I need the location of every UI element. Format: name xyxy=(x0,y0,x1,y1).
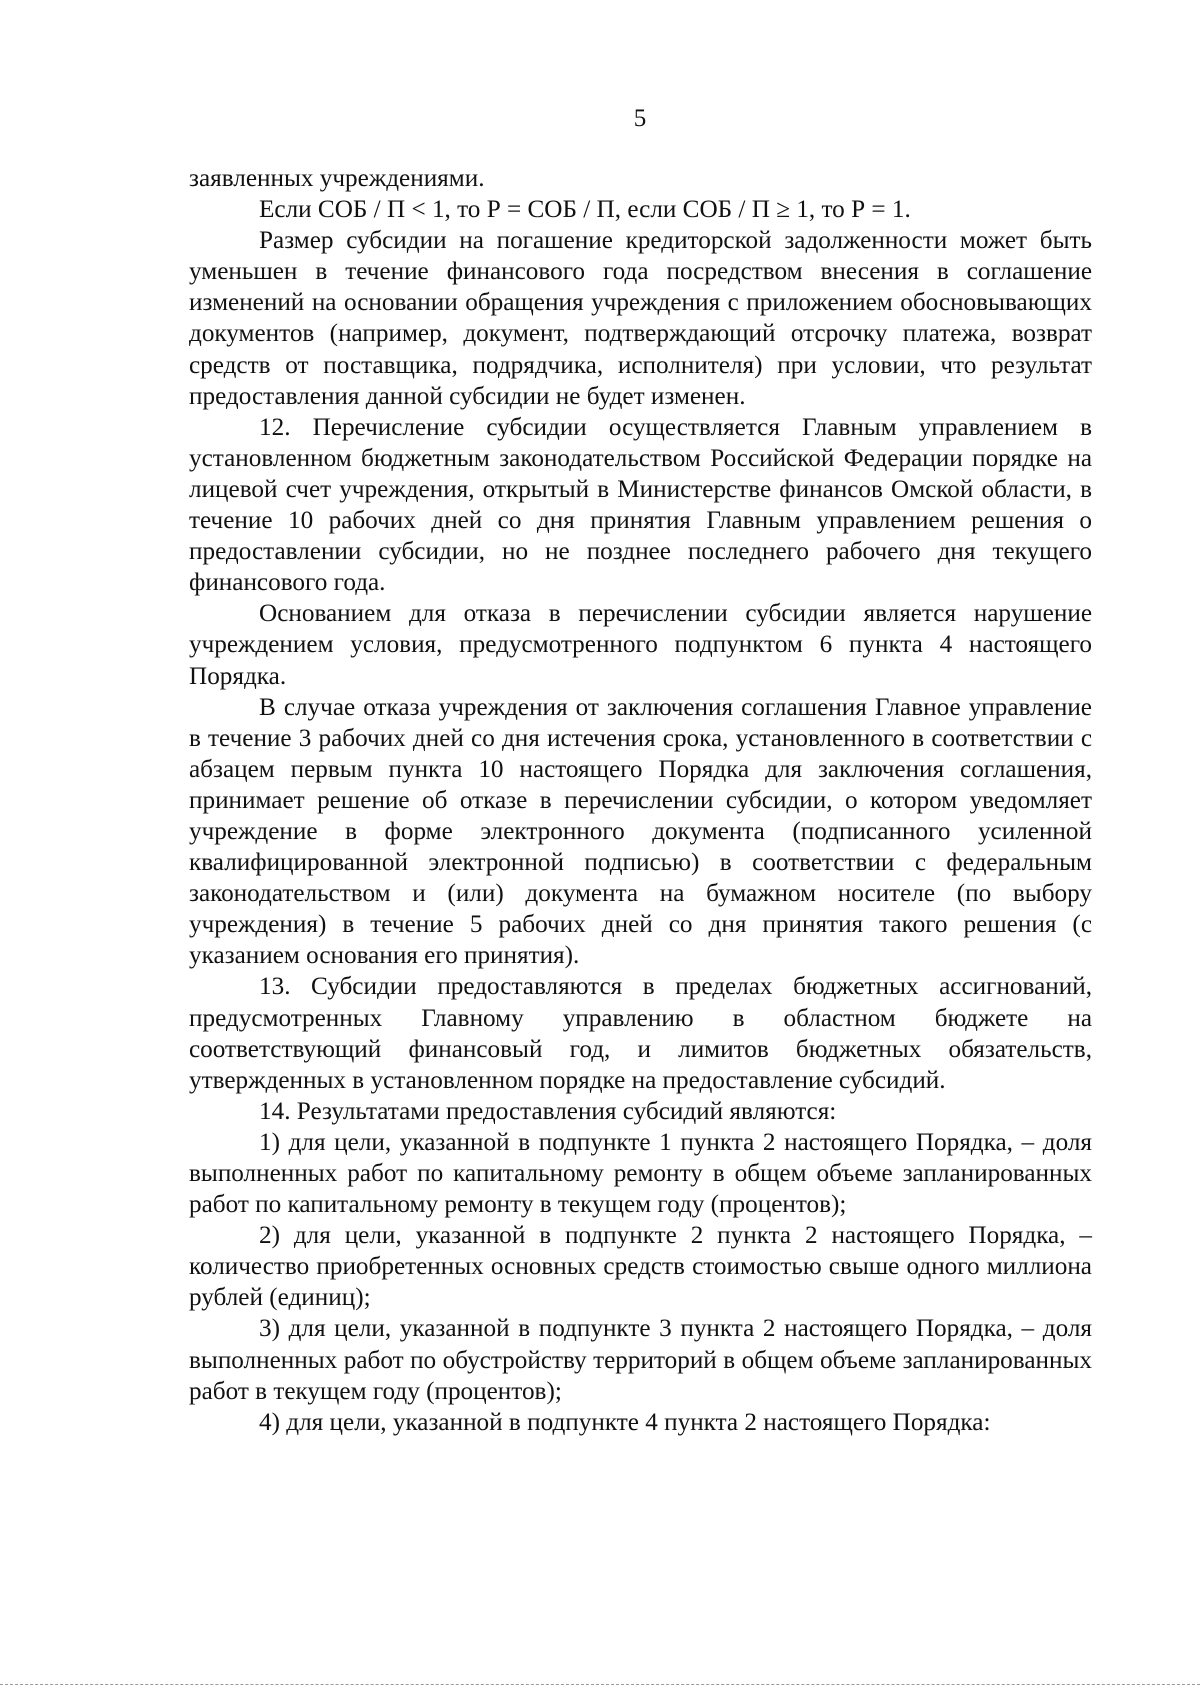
paragraph-clause-13: 13. Субсидии предоставляются в пределах бюджетных ассигнований, предусмотренных Главному управлению в областном бюджете на соответствующий финансовый год, и лимитов бюджетных обязательств, утвержденных в установленном порядке на предоставление субсидий. xyxy=(189,973,1092,1094)
page-number: 5 xyxy=(633,105,647,132)
scan-edge-rule xyxy=(0,1684,1200,1685)
list-item-result-1: 1) для цели, указанной в подпункте 1 пункта 2 настоящего Порядка, – доля выполненных работ по капитальному ремонту в общем объеме запланированных работ по капитальному ремонту в текущем году (процентов); xyxy=(189,1128,1092,1219)
document-body xyxy=(189,163,1092,1438)
paragraph-debt-subsidy: Размер субсидии на погашение кредиторской задолженности может быть уменьшен в течение финансового года посредством внесения в соглашение изменений на основании обращения учреждения с приложением обосновывающих документов (например, документ, подтверждающий отсрочку платежа, возврат средств от поставщика, подрядчика, исполнителя) при условии, что результат предоставления данной субсидии не будет изменен. xyxy=(189,227,1092,410)
paragraph-continuation: заявленных учреждениями. xyxy=(189,165,485,192)
paragraph-clause-14: 14. Результатами предоставления субсидий являются: xyxy=(259,1097,837,1125)
paragraph-formula: Если СОБ / П < 1, то Р = СОБ / П, если СОБ / П ≥ 1, то Р = 1. xyxy=(259,196,911,224)
list-item-result-4: 4) для цели, указанной в подпункте 4 пункта 2 настоящего Порядка: xyxy=(259,1408,991,1436)
paragraph-refusal-case: В случае отказа учреждения от заключения соглашения Главное управление в течение 3 рабочих дней со дня истечения срока, установленного в соответствии с абзацем первым пункта 10 настоящего Порядка для заключения соглашения, принимает решение об отказе в перечислении субсидии, о котором уведомляет учреждение в форме электронного документа (подписанного усиленной квалифицированной электронной подписью) в соответствии с федеральным законодательством и (или) документа на бумажном носителе (по выбору учреждения) в течение 5 рабочих дней со дня принятия такого решения (с указанием основания его принятия). xyxy=(189,693,1092,970)
list-item-result-2: 2) для цели, указанной в подпункте 2 пункта 2 настоящего Порядка, – количество приобретенных основных средств стоимостью свыше одного миллиона рублей (единиц); xyxy=(189,1222,1092,1312)
paragraph-refusal-grounds: Основанием для отказа в перечислении субсидии является нарушение учреждением условия, предусмотренного подпунктом 6 пункта 4 настоящего Порядка. xyxy=(189,600,1092,690)
list-item-result-3: 3) для цели, указанной в подпункте 3 пункта 2 настоящего Порядка, – доля выполненных работ по обустройству территорий в общем объеме запланированных работ в текущем году (процентов); xyxy=(189,1315,1092,1405)
paragraph-clause-12: 12. Перечисление субсидии осуществляется Главным управлением в установленном бюджетным законодательством Российской Федерации порядке на лицевой счет учреждения, открытый в Министерстве финансов Омской области, в течение 10 рабочих дней со дня принятия Главным управлением решения о предоставлении субсидии, но не позднее последнего рабочего дня текущего финансового года. xyxy=(189,413,1092,597)
